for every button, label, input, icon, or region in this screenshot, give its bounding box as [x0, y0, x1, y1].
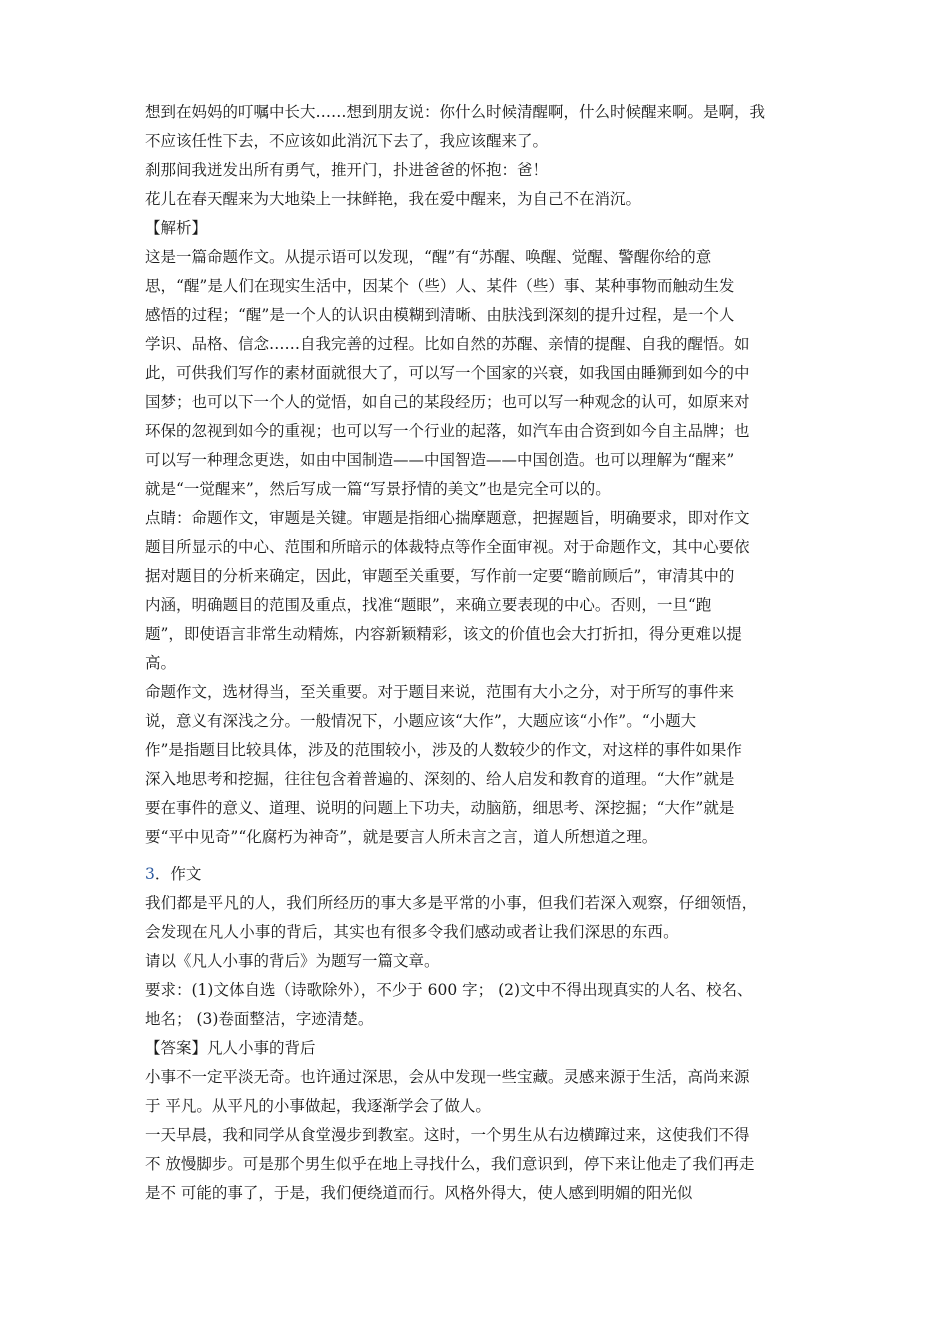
- instruction-line: 请以《凡人小事的背后》为题写一篇文章。: [145, 952, 440, 970]
- answer-label: 【答案】凡人小事的背后: [145, 1039, 316, 1057]
- text-line: 环保的忽视到如今的重视；也可以写一个行业的起落，如汽车由合资到如今自主品牌；也: [145, 422, 750, 440]
- text-line: 不应该任性下去，不应该如此消沉下去了，我应该醒来了。: [145, 132, 549, 150]
- text-line: 国梦；也可以下一个人的觉悟，如自己的某段经历；也可以写一种观念的认可，如原来对: [145, 393, 750, 411]
- text-line: 可以写一种理念更迭，如由中国制造——中国智造——中国创造。也可以理解为“醒来”: [145, 451, 735, 469]
- text-line: 据对题目的分析来确定，因此，审题至关重要，写作前一定要“瞻前顾后”，审清其中的: [145, 567, 735, 585]
- answer-line: 小事不一定平淡无奇。也许通过深思，会从中发现一些宝藏。灵感来源于生活，高尚来源: [145, 1068, 750, 1086]
- text-line: 感悟的过程；“醒”是一个人的认识由模糊到清晰、由肤浅到深刻的提升过程，是一个人: [145, 306, 735, 324]
- text-line: 题”，即使语言非常生动精炼，内容新颖精彩，该文的价值也会大打折扣，得分更难以提: [145, 625, 742, 643]
- text-line: 要“平中见奇”“化腐朽为神奇”，就是要言人所未言之言，道人所想道之理。: [145, 828, 658, 846]
- question-title: ．作文: [154, 865, 202, 883]
- text-line: 题目所显示的中心、范围和所暗示的体裁特点等作全面审视。对于命题作文，其中心要依: [145, 538, 750, 556]
- text-line: 高。: [145, 654, 177, 672]
- answer-line: 不 放慢脚步。可是那个男生似乎在地上寻找什么，我们意识到，停下来让他走了我们再走: [145, 1155, 755, 1173]
- text-line: 想到在妈妈的叮嘱中长大……想到朋友说：你什么时候清醒啊，什么时候醒来啊。是啊，我: [145, 103, 766, 121]
- text-line: 内涵，明确题目的范围及重点，找准“题眼”，来确立要表现的中心。否则，一旦“跑: [145, 596, 712, 614]
- text-line: 此，可供我们写作的素材面就很大了，可以写一个国家的兴衰，如我国由睡狮到如今的中: [145, 364, 750, 382]
- text-line: 花儿在春天醒来为大地染上一抹鲜艳，我在爱中醒来，为自己不在消沉。: [145, 190, 642, 208]
- answer-line: 于 平凡。从平凡的小事做起，我逐渐学会了做人。: [145, 1097, 491, 1115]
- question-heading: [145, 864, 201, 884]
- text-line: 刹那间我迸发出所有勇气，推开门，扑进爸爸的怀抱：爸！: [145, 161, 549, 179]
- text-line: 这是一篇命题作文。从提示语可以发现，“醒”有“苏醒、唤醒、觉醒、警醒你给的意: [145, 248, 712, 266]
- prompt-line: 会发现在凡人小事的背后，其实也有很多令我们感动或者让我们深思的东西。: [145, 923, 679, 941]
- answer-line: 是不 可能的事了，于是，我们便绕道而行。风格外得大，使人感到明媚的阳光似: [145, 1184, 693, 1202]
- text-line: 说，意义有深浅之分。一般情况下，小题应该“大作”，大题应该“小作”。“小题大: [145, 712, 697, 730]
- question-number: 3: [145, 865, 155, 883]
- answer-line: 一天早晨，我和同学从食堂漫步到教室。这时，一个男生从右边横蹿过来，这使我们不得: [145, 1126, 750, 1144]
- instruction-line: 要求：(1)文体自选（诗歌除外），不少于 600 字； (2)文中不得出现真实的人名、校名、: [145, 981, 753, 999]
- instruction-line: 地名； (3)卷面整洁，字迹清楚。: [145, 1010, 374, 1028]
- text-line: 就是“一觉醒来”，然后写成一篇“写景抒情的美文”也是完全可以的。: [145, 480, 611, 498]
- text-line: 命题作文，选材得当，至关重要。对于题目来说，范围有大小之分，对于所写的事件来: [145, 683, 735, 701]
- text-line: 深入地思考和挖掘，往往包含着普遍的、深刻的、给人启发和教育的道理。“大作”就是: [145, 770, 735, 788]
- text-line: 作”是指题目比较具体，涉及的范围较小，涉及的人数较少的作文，对这样的事件如果作: [145, 741, 742, 759]
- text-line: 思，“醒”是人们在现实生活中，因某个（些）人、某件（些）事、某种事物而触动生发: [145, 277, 735, 295]
- prompt-line: 我们都是平凡的人，我们所经历的事大多是平常的小事，但我们若深入观察，仔细领悟，: [145, 894, 758, 912]
- text-line: 要在事件的意义、道理、说明的问题上下功夫，动脑筋，细思考、深挖掘；“大作”就是: [145, 799, 735, 817]
- text-line: 学识、品格、信念……自我完善的过程。比如自然的苏醒、亲情的提醒、自我的醒悟。如: [145, 335, 750, 353]
- text-line: 【解析】: [145, 219, 208, 237]
- text-line: 点睛：命题作文，审题是关键。审题是指细心揣摩题意，把握题旨，明确要求，即对作文: [145, 509, 750, 527]
